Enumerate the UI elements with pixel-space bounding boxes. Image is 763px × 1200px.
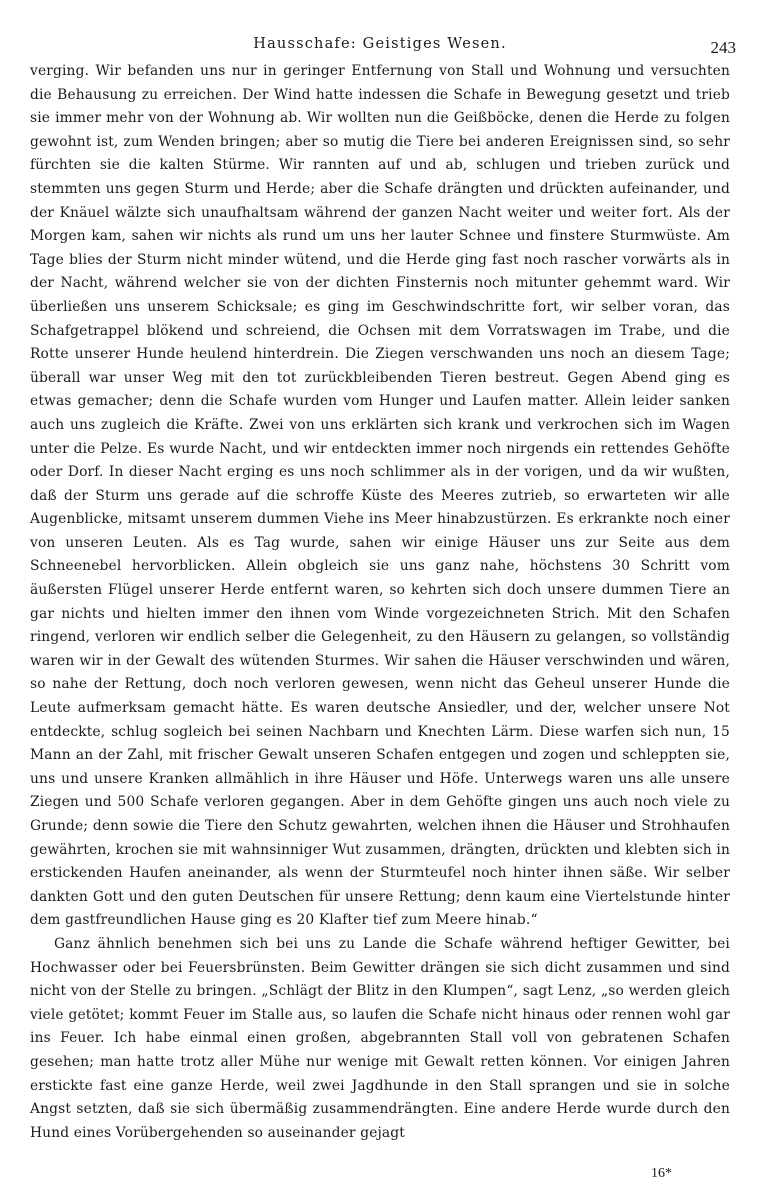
running-title: Hausschafe: Geistiges Wesen. [253,36,507,52]
book-page [30,0,736,1200]
page-number: 243 [710,38,736,57]
paragraph-2: Ganz ähnlich benehmen sich bei uns zu Lande die Schafe während heftiger Gewitter, bei Hochwasser oder bei Feuersbrünsten. Beim Gewitter drängen sie sich dicht zusammen und sind nicht von der Stelle zu bringen. „Schlägt der Blitz in den Klumpen“, sagt Lenz, „so werden gleich viele getötet; kommt Feuer im Stalle aus, so laufen die Schafe nicht hinaus oder rennen wohl gar ins Feuer. Ich habe einmal einen großen, abgebrannten Stall voll von gebratenen Schafen gesehen; man hatte trotz aller Mühe nur wenige mit Gewalt retten können. Vor einigen Jahren erstickte fast eine ganze Herde, weil zwei Jagdhunde in den Stall sprangen und sie in solche Angst setzten, daß sie sich übermäßig zusammendrängten. Eine andere Herde wurde durch den Hund eines Vorübergehenden so auseinander gejagt [30,935,730,1141]
running-head [30,36,736,60]
body-text [30,60,730,1145]
paragraph-1: verging. Wir befanden uns nur in geringer Entfernung von Stall und Wohnung und versuchten die Behausung zu erreichen. Der Wind hatte indessen die Schafe in Bewegung gesetzt und trieb sie immer mehr von der Wohnung ab. Wir wollten nun die Geißböcke, denen die Herde zu folgen gewohnt ist, zum Wenden bringen; aber so mutig die Tiere bei anderen Ereignissen sind, so sehr fürchten sie die kalten Stürme. Wir rannten auf und ab, schlugen und trieben zurück und stemmten uns gegen Sturm und Herde; aber die Schafe drängten und drückten aufeinander, und der Knäuel wälzte sich unaufhaltsam während der ganzen Nacht weiter und weiter fort. Als der Morgen kam, sahen wir nichts als rund um uns her lauter Schnee und finstere Sturmwüste. Am Tage blies der Sturm nicht minder wütend, und die Herde ging fast noch rascher vorwärts als in der Nacht, während welcher sie von der dichten Finsternis noch mitunter gehemmt ward. Wir überließen uns unserem Schicksale; es ging im Geschwindschritte fort, wir selber voran, das Schafgetrappel blökend und schreiend, die Ochsen mit dem Vorratswagen im Trabe, und die Rotte unserer Hunde heulend hinterdrein. Die Ziegen verschwanden uns noch an diesem Tage; überall war unser Weg mit den tot zurückbleibenden Tieren bestreut. Gegen Abend ging es etwas gemacher; denn die Schafe wurden vom Hunger und Laufen matter. Allein leider sanken auch uns zugleich die Kräfte. Zwei von uns erklärten sich krank und verkrochen sich im Wagen unter die Pelze. Es wurde Nacht, und wir entdeckten immer noch nirgends ein rettendes Gehöfte oder Dorf. In dieser Nacht erging es uns noch schlimmer als in der vorigen, und da wir wußten, daß der Sturm uns gerade auf die schroffe Küste des Meeres zutrieb, so erwarteten wir alle Augenblicke, mitsamt unserem dummen Viehe ins Meer hinabzustürzen. Es erkrankte noch einer von unseren Leuten. Als es Tag wurde, sahen wir einige Häuser uns zur Seite aus dem Schneenebel hervorblicken. Allein obgleich sie uns ganz nahe, höchstens 30 Schritt vom äußersten Flügel unserer Herde entfernt waren, so kehrten sich doch unsere dummen Tiere an gar nichts und hielten immer den ihnen vom Winde vorgezeichneten Strich. Mit den Schafen ringend, verloren wir endlich selber die Gelegenheit, zu den Häusern zu gelangen, so vollständig waren wir in der Gewalt des wütenden Sturmes. Wir sahen die Häuser verschwinden und wären, so nahe der Rettung, doch noch verloren gewesen, wenn nicht das Geheul unserer Hunde die Leute aufmerksam gemacht hätte. Es waren deutsche Ansiedler, und der, welcher unsere Not entdeckte, schlug sogleich bei seinen Nachbarn und Knechten Lärm. Diese warfen sich nun, 15 Mann an der Zahl, mit frischer Gewalt unseren Schafen entgegen und zogen und schleppten sie, uns und unsere Kranken allmählich in ihre Häuser und Höfe. Unterwegs waren uns alle unsere Ziegen und 500 Schafe verloren gegangen. Aber in dem Gehöfte gingen uns auch noch viele zu Grunde; denn sowie die Tiere den Schutz gewahrten, welchen ihnen die Häuser und Strohhaufen gewährten, krochen sie mit wahnsinniger Wut zusammen, drängten, drückten und klebten sich in erstickenden Haufen aneinander, als wenn der Sturmteufel noch hinter ihnen säße. Wir selber dankten Gott und den guten Deutschen für unsere Rettung; denn kaum eine Viertelstunde hinter dem gastfreundlichen Hause ging es 20 Klafter tief zum Meere hinab.“ [30,63,730,929]
printer-signature: 16* [651,1166,672,1181]
